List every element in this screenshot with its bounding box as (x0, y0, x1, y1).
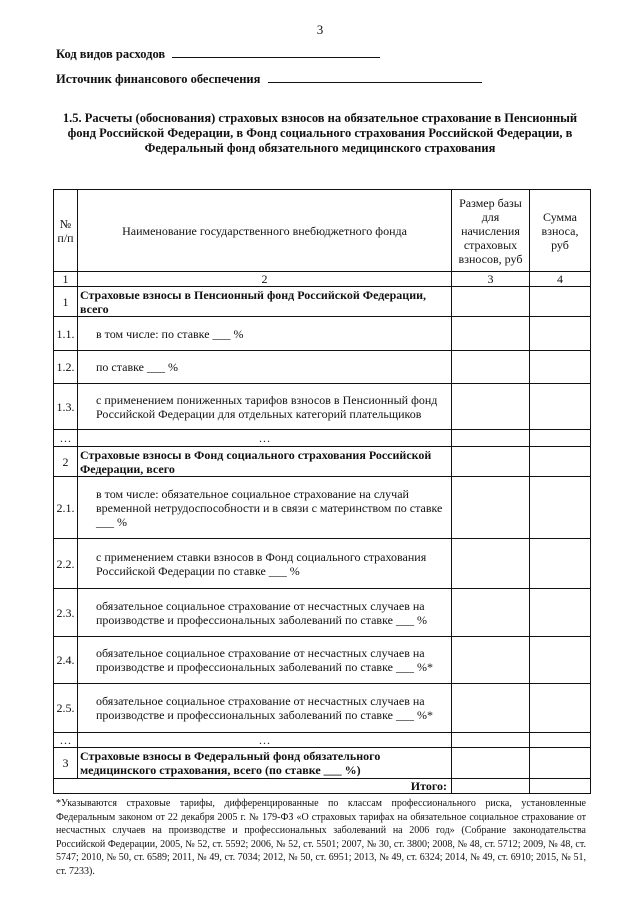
row-text: … (78, 733, 452, 748)
row-num: 2.2. (54, 539, 78, 589)
row-num: 1.1. (54, 317, 78, 351)
row-text: с применением ставки взносов в Фонд социального страхования Российской Федерации по ставке ___ % (78, 539, 452, 589)
base-cell[interactable] (452, 351, 530, 384)
table-row (54, 637, 591, 684)
row-text: обязательное социальное страхование от несчастных случаев на производстве и профессиональных заболеваний по ставке ___ %* (78, 684, 452, 733)
section-title: 1.5. Расчеты (обоснования) страховых взносов на обязательное страхование в Пенсионный фонд Российской Федерации, в Фонд социального страхования Российской Федерации, в Федеральный фонд обязательного медицинского страхования (62, 111, 578, 155)
row-num: 2.5. (54, 684, 78, 733)
table-row (54, 384, 591, 430)
row-num: 1 (54, 287, 78, 317)
header-row (54, 190, 591, 272)
table-row (54, 539, 591, 589)
expense-code-field (56, 45, 380, 62)
base-cell[interactable] (452, 637, 530, 684)
row-num: 3 (54, 748, 78, 779)
row-text: обязательное социальное страхование от несчастных случаев на производстве и профессиональных заболеваний по ставке ___ % (78, 589, 452, 637)
funding-source-blank[interactable] (268, 70, 482, 83)
table-row (54, 748, 591, 779)
header-base: Размер базы для начисления страховых взносов, руб (452, 190, 530, 272)
table-row (54, 589, 591, 637)
row-text: по ставке ___ % (78, 351, 452, 384)
footnote: *Указываются страховые тарифы, дифференцированные по классам профессионального риска, установленные Федеральным законом от 22 декабря 2005 г. № 179-ФЗ «О страховых тарифах на обязательное социальное страхование от несчастных случаев на производстве и профессиональных заболеваний на 2006 год» (Собрание законодательства Российской Федерации, 2005, № 52, ст. 5592; 2006, № 52, ст. 5501; 2007, № 30, ст. 3800; 2008, № 48, ст. 5712; 2009, № 48, ст. 5747; 2010, № 50, ст. 6589; 2011, № 49, ст. 7034; 2012, № 50, ст. 6951; 2013, № 49, ст. 6324; 2014, № 49, ст. 6910; 2015, № 51, ст. 7233). (56, 798, 586, 877)
row-text: в том числе: обязательное социальное страхование на случай временной нетрудоспособности и в связи с материнством по ставке ___ % (78, 477, 452, 539)
expense-code-blank[interactable] (172, 45, 380, 58)
base-cell[interactable] (452, 477, 530, 539)
base-cell[interactable] (452, 748, 530, 779)
base-cell[interactable] (452, 733, 530, 748)
table-row (54, 477, 591, 539)
row-text: в том числе: по ставке ___ % (78, 317, 452, 351)
expense-code-label: Код видов расходов (56, 47, 166, 61)
sum-cell[interactable] (530, 539, 591, 589)
index-cell: 3 (452, 272, 530, 287)
table-row (54, 430, 591, 447)
sum-cell[interactable] (530, 351, 591, 384)
row-text: Страховые взносы в Пенсионный фонд Российской Федерации, всего (78, 287, 452, 317)
total-row (54, 779, 591, 794)
funding-source-label: Источник финансового обеспечения (56, 72, 261, 86)
table-row (54, 351, 591, 384)
base-cell[interactable] (452, 384, 530, 430)
row-num: 1.3. (54, 384, 78, 430)
row-text: с применением пониженных тарифов взносов в Пенсионный фонд Российской Федерации для отдельных категорий плательщиков (78, 384, 452, 430)
index-row (54, 272, 591, 287)
row-num: 2.3. (54, 589, 78, 637)
table-row (54, 733, 591, 748)
row-text: обязательное социальное страхование от несчастных случаев на производстве и профессиональных заболеваний по ставке ___ %* (78, 637, 452, 684)
row-text: Страховые взносы в Фонд социального страхования Российской Федерации, всего (78, 447, 452, 477)
header-num: № п/п (54, 190, 78, 272)
header-name: Наименование государственного внебюджетного фонда (78, 190, 452, 272)
table-row (54, 317, 591, 351)
sum-cell[interactable] (530, 684, 591, 733)
index-cell: 2 (78, 272, 452, 287)
funding-source-field (56, 70, 482, 87)
sum-cell[interactable] (530, 384, 591, 430)
table-row (54, 287, 591, 317)
base-cell[interactable] (452, 287, 530, 317)
row-num: … (54, 733, 78, 748)
row-num: 2 (54, 447, 78, 477)
sum-cell[interactable] (530, 748, 591, 779)
contributions-table (53, 189, 591, 794)
base-cell[interactable] (452, 539, 530, 589)
row-num: 1.2. (54, 351, 78, 384)
index-cell: 1 (54, 272, 78, 287)
sum-cell[interactable] (530, 317, 591, 351)
total-label: Итого: (54, 779, 452, 794)
sum-cell[interactable] (530, 733, 591, 748)
table-row (54, 684, 591, 733)
row-text: … (78, 430, 452, 447)
row-text: Страховые взносы в Федеральный фонд обязательного медицинского страхования, всего (по ставке ___ %) (78, 748, 452, 779)
row-num: 2.4. (54, 637, 78, 684)
page-number: 3 (316, 22, 324, 37)
base-cell[interactable] (452, 589, 530, 637)
base-cell[interactable] (452, 430, 530, 447)
sum-cell[interactable] (530, 447, 591, 477)
sum-cell[interactable] (530, 637, 591, 684)
base-cell[interactable] (452, 447, 530, 477)
sum-cell[interactable] (530, 477, 591, 539)
table-row (54, 447, 591, 477)
index-cell: 4 (530, 272, 591, 287)
sum-cell[interactable] (530, 430, 591, 447)
sum-cell[interactable] (530, 287, 591, 317)
header-sum: Сумма взноса, руб (530, 190, 591, 272)
sum-cell[interactable] (530, 589, 591, 637)
total-base-cell[interactable] (452, 779, 530, 794)
total-sum-cell[interactable] (530, 779, 591, 794)
row-num: … (54, 430, 78, 447)
base-cell[interactable] (452, 684, 530, 733)
row-num: 2.1. (54, 477, 78, 539)
base-cell[interactable] (452, 317, 530, 351)
